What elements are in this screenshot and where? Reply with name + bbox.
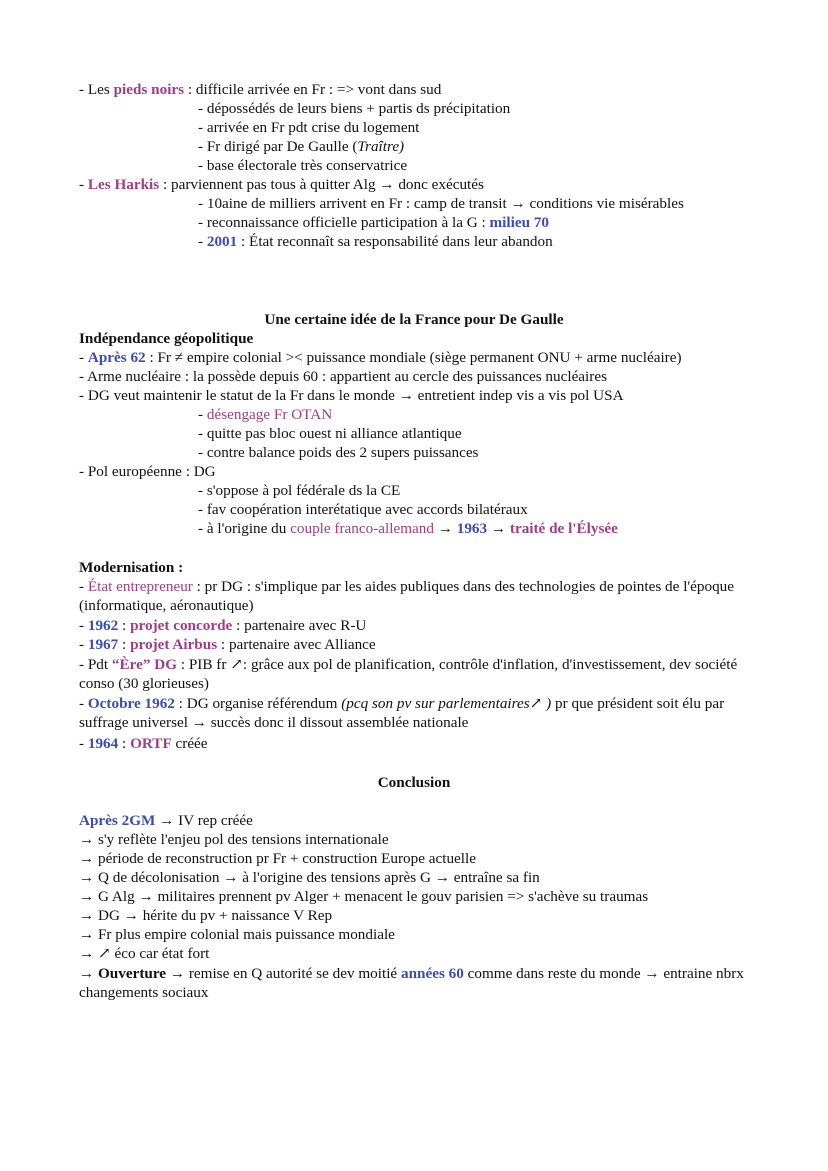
text: : grâce aux pol de planification, contrôle d'inflation, d'investissement, dev société conso (30 glorieuses): [79, 656, 738, 692]
date-highlight: Après 62: [87, 349, 146, 366]
section-subtitle: Modernisation :: [79, 559, 184, 576]
text: - Les: [79, 81, 114, 98]
text: : partenaire avec Alliance: [217, 636, 376, 653]
text: → remise en Q autorité se dev moitié: [166, 965, 401, 982]
section-subtitle: Indépendance géopolitique: [79, 330, 254, 347]
bullet-line: [79, 635, 376, 654]
term-highlight: projet Airbus: [130, 636, 218, 653]
term-highlight: ORTF: [130, 735, 172, 752]
date-highlight: années 60: [400, 965, 464, 982]
sub-bullet: - s'oppose à pol fédérale ds la CE: [198, 482, 401, 499]
conclusion-title: Conclusion: [377, 774, 451, 791]
conclusion-line: → DG → hérite du pv + naissance V Rep: [79, 907, 333, 924]
text: : parviennent pas tous à quitter Alg → donc exécutés: [159, 176, 484, 193]
date-highlight: 1963: [456, 520, 488, 537]
date-highlight: 1964: [87, 735, 119, 752]
text: : pr DG : s'implique par les aides publiques dans des technologies de pointes de l'époque (informatique, aéronautique): [79, 578, 735, 614]
pieds-noirs-line: [79, 80, 441, 99]
text: →: [79, 945, 98, 962]
bullet-line: - DG veut maintenir le statut de la Fr dans le monde → entretient indep vis a vis pol USA: [79, 387, 624, 404]
text: -: [79, 617, 88, 634]
text: -: [198, 233, 207, 250]
text: - à l'origine du: [198, 520, 291, 537]
sub-bullet: - quitte pas bloc ouest ni alliance atlantique: [198, 425, 462, 442]
text: - reconnaissance officielle participation à la G :: [198, 214, 490, 231]
text: : DG organise référendum: [174, 695, 342, 712]
text: : État reconnaît sa responsabilité dans leur abandon: [237, 233, 553, 250]
term-highlight: désengage Fr OTAN: [206, 406, 333, 423]
text: →: [79, 965, 98, 982]
term-bold: Ouverture: [97, 965, 167, 982]
text: - Pdt: [79, 656, 112, 673]
bullet-line: [79, 734, 208, 753]
text: -: [79, 735, 88, 752]
conclusion-line: → G Alg → militaires prennent pv Alger + menacent le gouv parisien => s'achève su traumas: [79, 888, 649, 905]
text-italic: Traître): [357, 138, 405, 155]
harkis-sub: [198, 232, 553, 251]
text: : PIB fr: [177, 656, 231, 673]
conclusion-line: [79, 944, 209, 963]
text: -: [79, 349, 88, 366]
text-italic: (pcq son pv sur parlementaires: [341, 695, 530, 712]
text-italic: ): [542, 695, 552, 712]
sub-bullet: [198, 405, 332, 424]
date-highlight: milieu 70: [489, 214, 550, 231]
bullet-line: - Arme nucléaire : la possède depuis 60 : appartient au cercle des puissances nucléaires: [79, 368, 607, 385]
text: : Fr ≠ empire colonial >< puissance mondiale (siège permanent ONU + arme nucléaire): [145, 349, 682, 366]
pieds-noirs-sub: - dépossédés de leurs biens + partis ds précipitation: [198, 100, 511, 117]
harkis-line: [79, 175, 484, 194]
text: →: [433, 520, 457, 537]
sub-bullet: [198, 519, 618, 538]
term-highlight: projet concorde: [130, 617, 233, 634]
text: -: [79, 695, 88, 712]
increase-arrow-icon: ↗: [97, 945, 111, 962]
text: :: [118, 735, 131, 752]
text: -: [79, 636, 88, 653]
term-highlight: traité de l'Élysée: [509, 520, 618, 537]
term-pieds-noirs: pieds noirs: [113, 81, 185, 98]
pieds-noirs-sub: - arrivée en Fr pdt crise du logement: [198, 119, 420, 136]
text: :: [118, 617, 131, 634]
sub-bullet: - fav coopération interétatique avec accords bilatéraux: [198, 501, 528, 518]
conclusion-line: [79, 964, 749, 1002]
date-highlight: Octobre 1962: [87, 695, 175, 712]
text: -: [79, 176, 88, 193]
text: : partenaire avec R-U: [232, 617, 367, 634]
increase-arrow-icon: ↗: [230, 656, 243, 673]
text: :: [118, 636, 131, 653]
conclusion-line: → s'y reflète l'enjeu pol des tensions internationale: [79, 831, 389, 848]
text: comme dans reste du monde → entraine nbrx changements sociaux: [79, 965, 744, 1001]
term-highlight: “Ère” DG: [111, 656, 178, 673]
bullet-line: [79, 655, 749, 693]
conclusion-line: → Fr plus empire colonial mais puissance mondiale: [79, 926, 395, 943]
harkis-sub: [198, 213, 549, 232]
text: - Fr dirigé par De Gaulle (: [198, 138, 358, 155]
text: -: [198, 406, 207, 423]
conclusion-line: [79, 811, 253, 830]
increase-arrow-icon: ↗: [529, 695, 543, 712]
pieds-noirs-sub: - base électorale très conservatrice: [198, 157, 408, 174]
text: → IV rep créée: [155, 812, 253, 829]
text: créée: [171, 735, 208, 752]
date-highlight: 1967: [87, 636, 119, 653]
date-highlight: 2001: [206, 233, 238, 250]
pieds-noirs-sub: [198, 137, 404, 156]
term-highlight: couple franco-allemand: [290, 520, 434, 537]
bullet-line: [79, 694, 749, 732]
date-highlight: Après 2GM: [79, 812, 156, 829]
bullet-line: [79, 348, 682, 367]
term-highlight: État entrepreneur: [87, 578, 193, 595]
section-title: Une certaine idée de la France pour De Gaulle: [264, 311, 564, 328]
text: →: [487, 520, 510, 537]
text: -: [79, 578, 88, 595]
date-highlight: 1962: [87, 617, 119, 634]
bullet-line: - Pol européenne : DG: [79, 463, 216, 480]
term-harkis: Les Harkis: [87, 176, 160, 193]
text: : difficile arrivée en Fr : => vont dans sud: [184, 81, 442, 98]
conclusion-line: → période de reconstruction pr Fr + construction Europe actuelle: [79, 850, 476, 867]
sub-bullet: - contre balance poids des 2 supers puissances: [198, 444, 479, 461]
text: pr que président soit élu par suffrage universel → succès donc il dissout assemblée nationale: [79, 695, 725, 731]
text: éco car état fort: [110, 945, 210, 962]
bullet-line: [79, 577, 749, 615]
conclusion-line: → Q de décolonisation → à l'origine des tensions après G → entraîne sa fin: [79, 869, 540, 886]
harkis-sub: - 10aine de milliers arrivent en Fr : camp de transit → conditions vie misérables: [198, 195, 684, 212]
bullet-line: [79, 616, 366, 635]
